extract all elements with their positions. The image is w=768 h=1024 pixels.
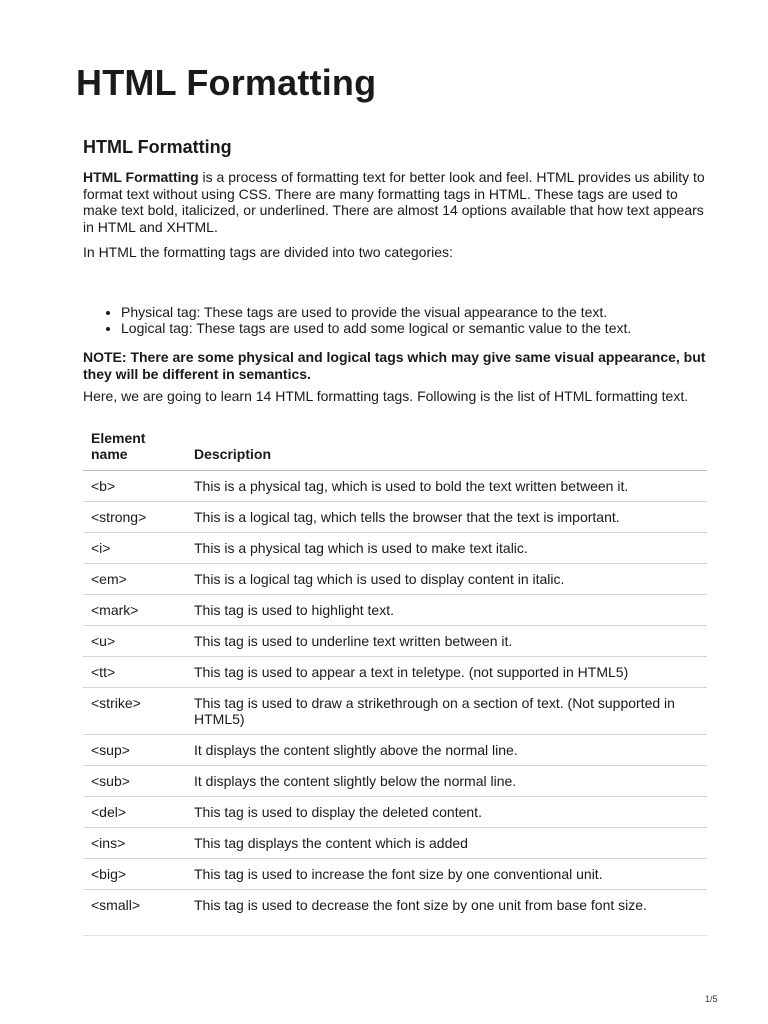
header-description: Description: [186, 422, 707, 471]
categories-line: In HTML the formatting tags are divided into two categories:: [83, 244, 453, 260]
table-row: [83, 626, 707, 657]
list-item-physical: • Physical tag: These tags are used to provide the visual appearance to the text.: [121, 304, 707, 320]
description-cell: This is a physical tag, which is used to bold the text written between it.: [186, 471, 707, 502]
page-number: 1/5: [705, 994, 718, 1004]
table-row: [83, 766, 707, 797]
header-element-name: Element name: [83, 422, 186, 471]
description-cell: It displays the content slightly below the normal line.: [186, 766, 707, 797]
tag-cell: <strong>: [83, 502, 186, 533]
table-row: [83, 735, 707, 766]
tag-cell: <small>: [83, 890, 186, 936]
learn-paragraph: Here, we are going to learn 14 HTML formatting tags. Following is the list of HTML formatting text.: [83, 387, 689, 404]
table-row: [83, 502, 707, 533]
description-cell: This tag is used to underline text written between it.: [186, 626, 707, 657]
page-title: HTML Formatting: [76, 62, 377, 103]
list-item-logical: • Logical tag: These tags are used to add some logical or semantic value to the text.: [121, 320, 707, 336]
description-cell: This tag is used to display the deleted content.: [186, 797, 707, 828]
tag-cell: <big>: [83, 859, 186, 890]
description-cell: This tag is used to appear a text in teletype. (not supported in HTML5): [186, 657, 707, 688]
tag-cell: <del>: [83, 797, 186, 828]
table-row: [83, 688, 707, 735]
tag-cell: <sub>: [83, 766, 186, 797]
category-list: [83, 304, 707, 336]
table-row: [83, 859, 707, 890]
table-row: [83, 797, 707, 828]
formatting-tags-table: [83, 422, 707, 936]
table-row: [83, 471, 707, 502]
table-row: [83, 657, 707, 688]
description-cell: This tag is used to highlight text.: [186, 595, 707, 626]
section-title: HTML Formatting: [83, 137, 232, 157]
description-cell: This tag is used to decrease the font size by one unit from base font size.: [186, 890, 707, 936]
document-body: [83, 137, 707, 936]
tag-cell: <em>: [83, 564, 186, 595]
table-row: [83, 595, 707, 626]
description-cell: This tag is used to draw a strikethrough on a section of text. (Not supported in HTML5): [186, 688, 707, 735]
table-row: [83, 828, 707, 859]
table-row: [83, 564, 707, 595]
table-row: [83, 890, 707, 936]
description-cell: This is a logical tag, which tells the browser that the text is important.: [186, 502, 707, 533]
intro-bold-term: HTML Formatting: [83, 169, 199, 185]
description-cell: This tag displays the content which is added: [186, 828, 707, 859]
description-cell: This is a logical tag which is used to display content in italic.: [186, 564, 707, 595]
table-header-row: [83, 422, 707, 471]
tag-cell: <ins>: [83, 828, 186, 859]
description-cell: It displays the content slightly above the normal line.: [186, 735, 707, 766]
tag-cell: <mark>: [83, 595, 186, 626]
tag-cell: <tt>: [83, 657, 186, 688]
description-cell: This is a physical tag which is used to make text italic.: [186, 533, 707, 564]
tag-cell: <b>: [83, 471, 186, 502]
description-cell: This tag is used to increase the font size by one conventional unit.: [186, 859, 707, 890]
tag-cell: <sup>: [83, 735, 186, 766]
table-row: [83, 533, 707, 564]
intro-text: is a process of formatting text for better look and feel. HTML provides us ability to format text without using CSS. There are many formatting tags in HTML. These tags are used to make text bold, italicized, or underlined. There are almost 14 options available that how text appears in HTML and XHTML.: [83, 169, 705, 235]
tag-cell: <u>: [83, 626, 186, 657]
tag-cell: <strike>: [83, 688, 186, 735]
intro-paragraph: [83, 169, 707, 235]
note-paragraph: NOTE: There are some physical and logical tags which may give same visual appearance, but they will be different in semantics.: [83, 348, 706, 382]
tag-cell: <i>: [83, 533, 186, 564]
